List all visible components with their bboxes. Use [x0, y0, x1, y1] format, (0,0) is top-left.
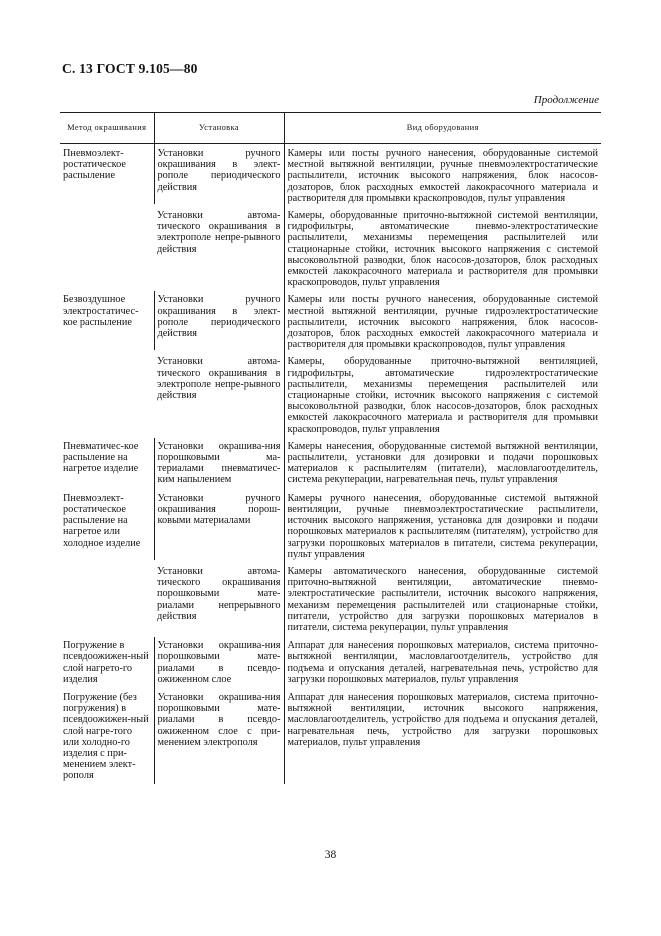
- equipment-cell: Камеры нанесения, оборудованные системой вытяжной вентиляции, распылители, установки для дозировки и подачи порошковых материалов к распылителям (питатели), масловлагоотделитель, система рекуперации, нагревательная печь, пульт управления: [284, 438, 601, 490]
- installation-cell: Установки автома-тического окрашивания порошковыми мате-риалами непрерывного действия: [157, 565, 281, 622]
- method-cell: Погружение в псевдоожижен-ный слой нагрето-го изделия: [63, 640, 149, 685]
- method-cell: Погружение (без погружения) в псевдоожижен-ный слой нагре-того или холодно-го изделия с при-менением элект-рополя: [63, 691, 149, 782]
- installation-cell: Установки ручного окрашивания в элект-рополе периодического действия: [154, 291, 284, 350]
- equipment-cell: Камеры, оборудованные приточно-вытяжной системой вентиляции, гидрофильтры, автоматические пневмо-электростатические распылители, механизмы перемещения распылителей или стационарные стойки, источник высокого напряжения с системой высоковольтной разводки, блок насосов-дозаторов, блок расходных емкостей лакокрасочного материала и растворителя для промывки краскопроводов, пульт управления: [284, 204, 601, 291]
- table-row: [60, 490, 601, 560]
- equipment-cell: Камеры автоматического нанесения, оборудованные системой приточно-вытяжной вентиляции, автоматические пневмо-электростатические распылители, источник высокого напряжения, механизм перемещения распылителей или стационарные стойки, питатели, устройство для загрузки порошковых материалов в питатели, система рекуперации, пульт управления: [284, 560, 601, 637]
- continuation-label: Продолжение: [533, 94, 599, 106]
- method-cell: Пневматичес-кое распыление на нагретое изделие: [63, 440, 139, 475]
- equipment-cell: Аппарат для нанесения порошковых материалов, система приточно-вытяжной вентиляции, масловлагоотделитель, устройство для подъема и опускания деталей, нагревательная печь, устройство для загрузки порошковых материалов, пульт управления: [284, 637, 601, 689]
- installation-cell: Установки ручного окрашивания в элект-рополе периодического действия: [154, 144, 284, 205]
- equipment-cell: Камеры или посты ручного нанесения, оборудованные системой местной вытяжной вентиляции, ручные пневмоэлектростатические распылители, источник высокого напряжения, блок насосов-дозаторов, блок расходных емкостей лакокрасочного материала и растворителя для промывки краскопроводов, пульт управления: [284, 144, 601, 205]
- equipment-cell: Камеры, оборудованные приточно-вытяжной вентиляцией, гидрофильтры, автоматические гидроэлектростатические распылители, механизмы перемещения распылителей или стационарные стойки, источник высокого напряжения с системой высоковольтной разводки, блок насосов-дозаторов, блок расходных емкостей лакокрасочного материала и растворителя для промывки краскопроводов, пульт управления: [284, 350, 601, 437]
- table-row: [60, 291, 601, 350]
- page-number: 38: [324, 849, 337, 861]
- installation-cell: Установки окрашива-ния порошковыми мате-риалами в псевдо-ожиженном слое: [154, 637, 284, 689]
- installation-cell: Установки ручного окрашивания порош-ковыми материалами: [154, 490, 284, 560]
- column-header-method: Метод окрашивания: [60, 113, 154, 144]
- method-cell: Пневмоэлект-ростатическое распыление на нагретое или холодное изделие: [63, 492, 141, 549]
- installation-cell: Установки автома-тического окрашивания в электрополе непре-рывного действия: [157, 356, 281, 402]
- table-header-row: [60, 113, 601, 144]
- equipment-cell: Аппарат для нанесения порошковых материалов, система приточно-вытяжной вентиляции, источник высокого напряжения, масловлагоотделитель, устройство для подъема и опускания деталей, нагревательная печь, устройство для загрузки порошковых материалов, пульт управления: [284, 689, 601, 784]
- method-cell: Пневмоэлект-ростатическое распыление: [63, 148, 126, 182]
- installation-cell: Установки окрашива-ния порошковыми ма-териалами пневматичес-ким напылением: [154, 438, 284, 490]
- equipment-cell: Камеры или посты ручного нанесения, оборудованные системой местной вытяжной вентиляции, ручные гидроэлектростатические распылители, источник высокого напряжения, блок насосов-дозаторов, блок расходных емкостей лакокрасочного материала и растворителя для промывки краскопроводов, пульт управления: [284, 291, 601, 350]
- table-row: [60, 637, 601, 689]
- column-header-equipment: Вид оборудования: [284, 113, 601, 144]
- installation-cell: Установки автома-тического окрашивания в электрополе непре-рывного действия: [157, 210, 281, 255]
- equipment-cell: Камеры ручного нанесения, оборудованные системой вытяжной вентиляции, ручные пневмоэлектростатические распылители, источник высокого напряжения, установка для дозировки и подачи порошковых материалов к распылителям (питателям), устройство для загрузки порошковых материалов в питатели, система рекуперации, пульт управления: [284, 490, 601, 560]
- page-title: С. 13 ГОСТ 9.105—80: [62, 61, 198, 76]
- table-row: [60, 144, 601, 205]
- equipment-table: [60, 112, 601, 784]
- table-row: [60, 438, 601, 490]
- installation-cell: Установки окрашива-ния порошковыми мате-риалами в псевдо-ожиженном слое с при-менением электрополя: [154, 689, 284, 784]
- table-row: [60, 689, 601, 784]
- column-header-installation: Установка: [154, 113, 284, 144]
- method-cell: Безвоздушное электростатичес-кое распыление: [63, 294, 139, 328]
